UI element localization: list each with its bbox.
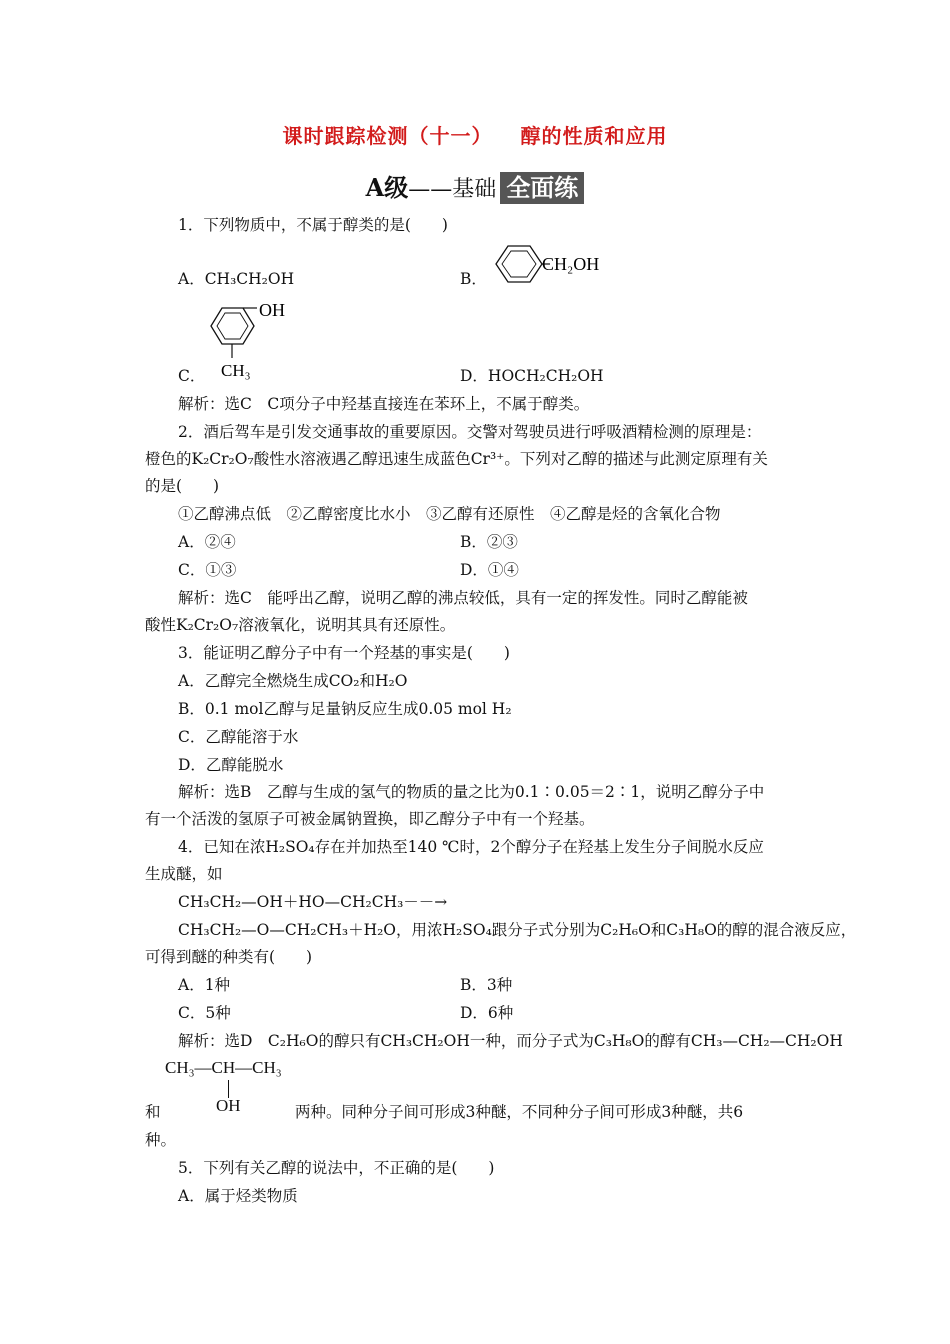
benzyl-group-label: CH₂OH bbox=[542, 254, 600, 274]
level-text: ——基础 bbox=[408, 177, 497, 202]
page-title bbox=[0, 120, 950, 149]
q4-analysis-line1: 解析：选D C₂H₆O的醇只有CH₃CH₂OH一种，而分子式为C₃H₈O的醇有CH₃—CH₂—CH₂OH bbox=[178, 1032, 843, 1050]
q2-statements: ①乙醇沸点低 ②乙醇密度比水小 ③乙醇有还原性 ④乙醇是烃的含氧化合物 bbox=[178, 505, 721, 523]
isopropanol-main-chain: CH₃—CH—CH₃ bbox=[165, 1058, 282, 1077]
q4-stem-line4: CH₃CH₂—O—CH₂CH₃＋H₂O，用浓H₂SO₄跟分子式分别为C₂H₆O和C₃H₈O的醇的混合液反应， bbox=[178, 921, 857, 939]
title-main: 课时跟踪检测（十一） bbox=[282, 124, 493, 148]
q3-option-d: D．乙醇能脱水 bbox=[178, 756, 284, 774]
q3-option-c: C．乙醇能溶于水 bbox=[178, 728, 299, 746]
q2-analysis-line1: 解析：选C 能呼出乙醇，说明乙醇的沸点较低，具有一定的挥发性。同时乙醇能被 bbox=[178, 589, 748, 607]
q4-reaction-line: CH₃CH₂—OH＋HO—CH₂CH₃－－→ bbox=[178, 893, 448, 911]
cresol-oh-label: OH bbox=[259, 300, 285, 320]
m-cresol-structure bbox=[205, 298, 305, 380]
q2-stem-line2: 橙色的K₂Cr₂O₇酸性水溶液遇乙醇迅速生成蓝色Cr³⁺。下列对乙醇的描述与此测定原理有关 bbox=[145, 450, 768, 468]
q2-stem-line1: 2．酒后驾车是引发交通事故的重要原因。交警对驾驶员进行呼吸酒精检测的原理是： bbox=[178, 423, 762, 441]
q3-stem: 3．能证明乙醇分子中有一个羟基的事实是( ) bbox=[178, 644, 510, 662]
q3-analysis-line1: 解析：选B 乙醇与生成的氢气的物质的量之比为0.1∶0.05＝2∶1，说明乙醇分子中 bbox=[178, 783, 765, 801]
q5-option-a: A．属于烃类物质 bbox=[178, 1187, 298, 1205]
q2-option-b: B．②③ bbox=[460, 533, 518, 551]
q4-option-c: C．5种 bbox=[178, 1004, 231, 1022]
q2-option-c: C．①③ bbox=[178, 561, 237, 579]
q4-option-a: A．1种 bbox=[178, 976, 231, 994]
q2-analysis-line2: 酸性K₂Cr₂O₇溶液氧化，说明其具有还原性。 bbox=[145, 616, 456, 634]
q4-option-b: B．3种 bbox=[460, 976, 513, 994]
q3-option-b: B．0.1 mol乙醇与足量钠反应生成0.05 mol H₂ bbox=[178, 700, 512, 718]
q1-option-d: D．HOCH₂CH₂OH bbox=[460, 367, 604, 385]
q3-option-a: A．乙醇完全燃烧生成CO₂和H₂O bbox=[178, 672, 408, 690]
benzyl-alcohol-structure bbox=[484, 242, 614, 286]
q2-option-a: A．②④ bbox=[178, 533, 236, 551]
q4-analysis-line3: 种。 bbox=[145, 1131, 177, 1149]
title-topic: 醇的性质和应用 bbox=[520, 124, 668, 148]
q2-stem-line3: 的是( ) bbox=[145, 477, 220, 495]
q1-stem: 1．下列物质中，不属于醇类的是( ) bbox=[178, 216, 448, 234]
q4-stem-line5: 可得到醚的种类有( ) bbox=[145, 948, 313, 966]
q1-option-c: C． bbox=[178, 367, 206, 385]
level-badge: 全面练 bbox=[500, 172, 584, 204]
cresol-ch3-label: CH₃ bbox=[221, 361, 251, 380]
q1-option-b: B． bbox=[460, 270, 487, 288]
q4-option-d: D．6种 bbox=[460, 1004, 514, 1022]
q1-option-a: A．CH₃CH₂OH bbox=[178, 270, 295, 288]
q2-option-d: D．①④ bbox=[460, 561, 519, 579]
q4-stem-line2: 生成醚，如 bbox=[145, 865, 223, 883]
isopropanol-oh: OH bbox=[216, 1096, 241, 1115]
level-heading bbox=[0, 168, 950, 204]
level-label: A级 bbox=[365, 173, 409, 202]
q4-analysis-and: 和 bbox=[145, 1103, 161, 1121]
q5-stem: 5．下列有关乙醇的说法中，不正确的是( ) bbox=[178, 1159, 495, 1177]
q1-analysis: 解析：选C C项分子中羟基直接连在苯环上，不属于醇类。 bbox=[178, 395, 590, 413]
q4-analysis-line2: 两种。同种分子间可形成3种醚，不同种分子间可形成3种醚，共6 bbox=[295, 1103, 744, 1121]
q4-stem-line1: 4．已知在浓H₂SO₄存在并加热至140 ℃时，2个醇分子在羟基上发生分子间脱水反应 bbox=[178, 838, 764, 856]
q3-analysis-line2: 有一个活泼的氢原子可被金属钠置换，即乙醇分子中有一个羟基。 bbox=[145, 810, 595, 828]
